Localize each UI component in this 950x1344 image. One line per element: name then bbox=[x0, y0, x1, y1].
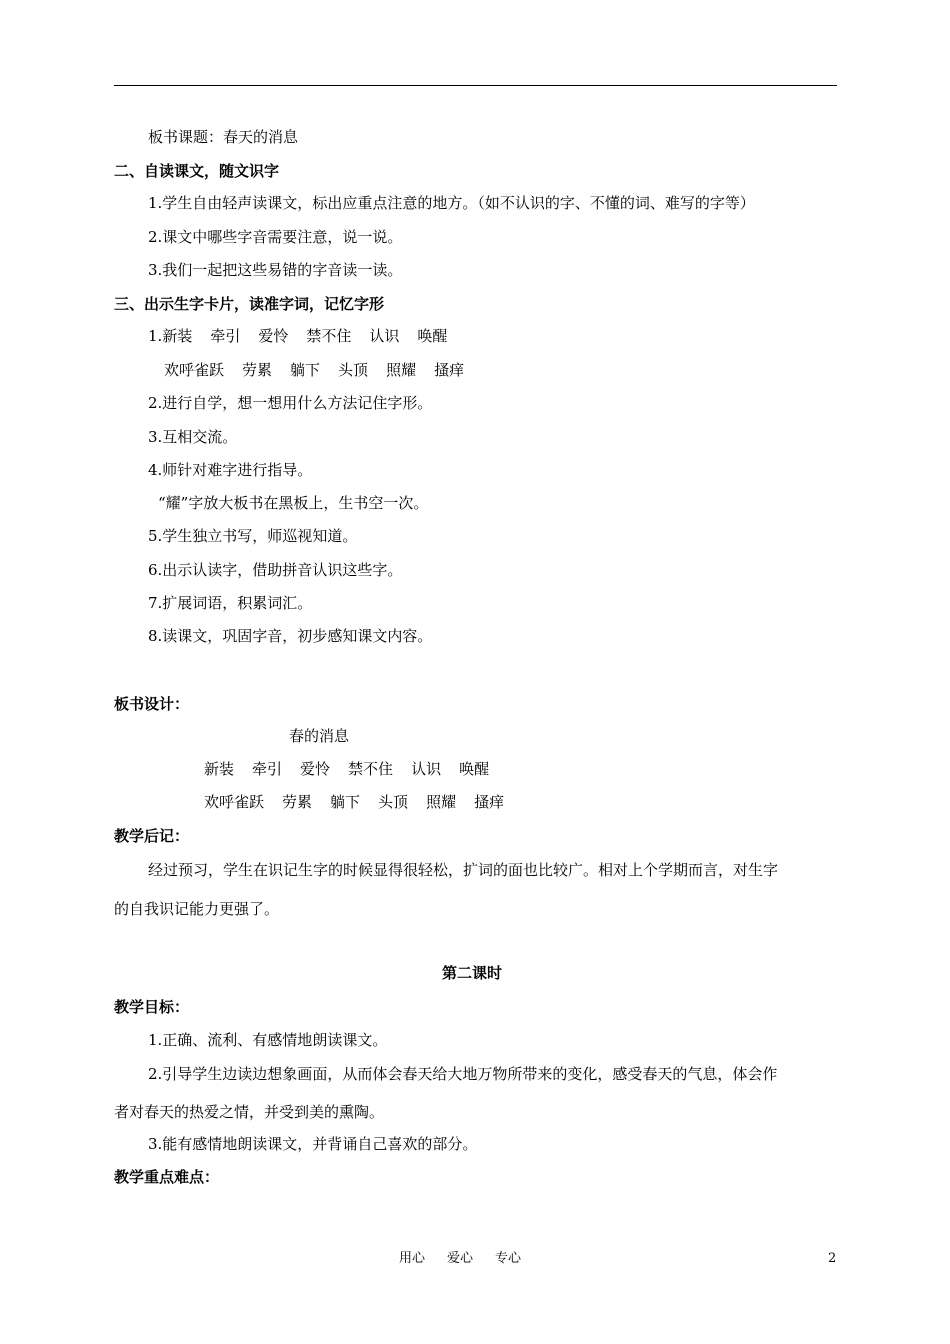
step-3-4-note: “耀”字放大板书在黑板上，生书空一次。 bbox=[158, 494, 429, 512]
page-number: 2 bbox=[828, 1251, 837, 1266]
word: 躺下 bbox=[290, 361, 321, 379]
word: 搔痒 bbox=[434, 361, 465, 379]
goal-2-line-2: 者对春天的热爱之情，并受到美的熏陶。 bbox=[114, 1103, 385, 1121]
word: 爱怜 bbox=[258, 327, 289, 345]
word: 劳累 bbox=[242, 361, 273, 379]
step-3-7: 7.扩展词语，积累词汇。 bbox=[148, 594, 313, 612]
word: 头顶 bbox=[378, 793, 409, 811]
board-row-2 bbox=[204, 792, 522, 812]
goal-1: 1.正确、流利、有感情地朗读课文。 bbox=[148, 1031, 388, 1049]
step-2-1: 1.学生自由轻声读课文，标出应重点注意的地方。（如不认识的字、不懂的词、难写的字等） bbox=[148, 194, 755, 212]
step-3-1-prefix: 1. bbox=[148, 327, 163, 345]
step-2-2: 2.课文中哪些字音需要注意，说一说。 bbox=[148, 228, 403, 246]
goals-heading: 教学目标： bbox=[114, 998, 190, 1016]
word: 禁不住 bbox=[348, 760, 394, 778]
footer-motto bbox=[399, 1250, 543, 1268]
motto-word: 用心 bbox=[399, 1251, 426, 1266]
word: 搔痒 bbox=[474, 793, 505, 811]
word-list-row-2 bbox=[164, 360, 482, 380]
lesson-title-line: 板书课题：春天的消息 bbox=[148, 128, 299, 146]
section-heading-2: 二、自读课文，随文识字 bbox=[114, 162, 280, 180]
step-3-8: 8.读课文，巩固字音，初步感知课文内容。 bbox=[148, 627, 433, 645]
postnote-heading: 教学后记： bbox=[114, 827, 190, 845]
word: 躺下 bbox=[330, 793, 361, 811]
lesson-2-title: 第二课时 bbox=[442, 964, 503, 982]
word: 头顶 bbox=[338, 361, 369, 379]
word: 禁不住 bbox=[306, 327, 352, 345]
keypoints-heading: 教学重点难点： bbox=[114, 1168, 220, 1186]
word: 爱怜 bbox=[300, 760, 331, 778]
word: 唤醒 bbox=[417, 327, 448, 345]
motto-word: 专心 bbox=[495, 1251, 522, 1266]
section-heading-3: 三、出示生字卡片，读准字词，记忆字形 bbox=[114, 295, 385, 313]
step-3-5: 5.学生独立书写，师巡视知道。 bbox=[148, 527, 358, 545]
board-row-1 bbox=[204, 759, 507, 779]
step-3-3: 3.互相交流。 bbox=[148, 428, 238, 446]
header-rule bbox=[114, 85, 837, 86]
step-3-2: 2.进行自学，想一想用什么方法记住字形。 bbox=[148, 394, 433, 412]
step-2-3: 3.我们一起把这些易错的字音读一读。 bbox=[148, 261, 403, 279]
word: 劳累 bbox=[282, 793, 313, 811]
word: 新装 bbox=[162, 327, 193, 345]
step-3-6: 6.出示认读字，借助拼音认识这些字。 bbox=[148, 561, 403, 579]
word: 牵引 bbox=[210, 327, 241, 345]
word: 认识 bbox=[411, 760, 442, 778]
goal-3: 3.能有感情地朗读课文，并背诵自己喜欢的部分。 bbox=[148, 1135, 478, 1153]
word: 新装 bbox=[204, 760, 235, 778]
board-title: 春的消息 bbox=[289, 727, 350, 745]
word: 欢呼雀跃 bbox=[204, 793, 265, 811]
word: 唤醒 bbox=[459, 760, 490, 778]
word: 认识 bbox=[369, 327, 400, 345]
goal-2-line-1: 2.引导学生边读边想象画面，从而体会春天给大地万物所带来的变化，感受春天的气息，体会作 bbox=[148, 1065, 778, 1083]
step-3-4: 4.师针对难字进行指导。 bbox=[148, 461, 313, 479]
board-design-heading: 板书设计： bbox=[114, 695, 190, 713]
motto-word: 爱心 bbox=[447, 1251, 474, 1266]
word: 照耀 bbox=[426, 793, 457, 811]
postnote-paragraph-line-1: 经过预习，学生在识记生字的时候显得很轻松，扩词的面也比较广。相对上个学期而言，对生字 bbox=[148, 861, 779, 879]
word: 牵引 bbox=[252, 760, 283, 778]
postnote-paragraph-line-2: 的自我识记能力更强了。 bbox=[114, 900, 280, 918]
word: 照耀 bbox=[386, 361, 417, 379]
word: 欢呼雀跃 bbox=[164, 361, 225, 379]
word-list-row-1 bbox=[148, 326, 465, 346]
